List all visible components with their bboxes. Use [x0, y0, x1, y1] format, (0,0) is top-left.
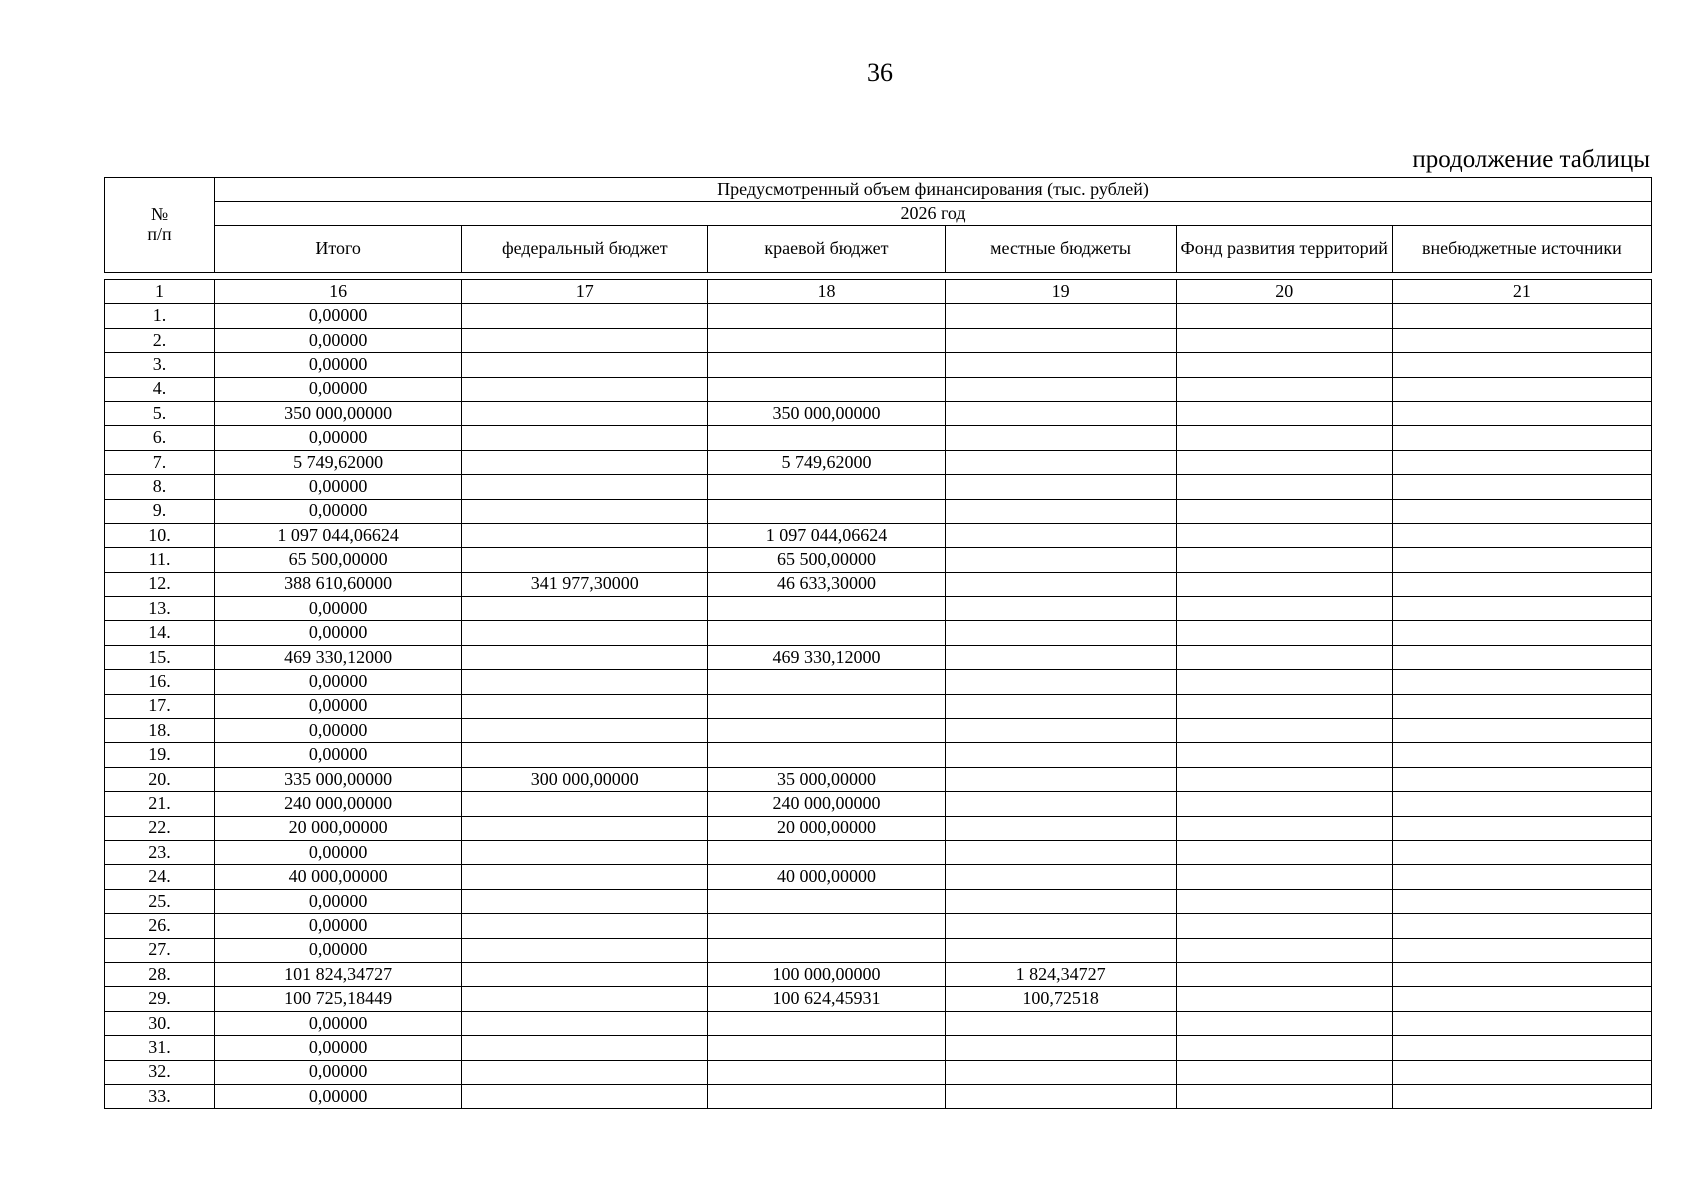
table-cell	[1176, 328, 1392, 352]
table-cell: 0,00000	[215, 597, 462, 621]
column-number: 1	[105, 280, 215, 304]
header-col-local: местные бюджеты	[945, 226, 1176, 273]
table-row	[105, 962, 1652, 986]
table-cell	[708, 597, 945, 621]
table-cell	[1176, 475, 1392, 499]
table-cell	[1176, 694, 1392, 718]
table-cell	[462, 401, 708, 425]
table-cell: 0,00000	[215, 353, 462, 377]
table-cell: 0,00000	[215, 426, 462, 450]
table-cell	[462, 987, 708, 1011]
column-number: 21	[1392, 280, 1651, 304]
table-cell	[945, 1011, 1176, 1035]
table-cell	[945, 938, 1176, 962]
table-cell	[1392, 719, 1651, 743]
row-number-cell: 9.	[105, 499, 215, 523]
table-cell	[1392, 645, 1651, 669]
table-cell: 388 610,60000	[215, 572, 462, 596]
table-row	[105, 987, 1652, 1011]
table-cell	[1392, 328, 1651, 352]
table-cell	[1392, 670, 1651, 694]
table-cell	[462, 1036, 708, 1060]
header-col-offbudget: внебюджетные источники	[1392, 226, 1651, 273]
table-cell	[945, 499, 1176, 523]
table-cell: 0,00000	[215, 670, 462, 694]
table-cell	[1176, 597, 1392, 621]
table-cell: 1 097 044,06624	[708, 523, 945, 547]
row-number-cell: 16.	[105, 670, 215, 694]
row-number-cell: 15.	[105, 645, 215, 669]
table-row	[105, 743, 1652, 767]
table-row	[105, 597, 1652, 621]
table-cell: 100 725,18449	[215, 987, 462, 1011]
table-cell	[1176, 889, 1392, 913]
table-cell	[1392, 792, 1651, 816]
table-row	[105, 767, 1652, 791]
table-cell	[945, 694, 1176, 718]
column-number: 20	[1176, 280, 1392, 304]
table-cell	[1392, 450, 1651, 474]
table-row	[105, 694, 1652, 718]
table-cell	[462, 377, 708, 401]
table-cell	[1176, 523, 1392, 547]
table-cell	[708, 1084, 945, 1108]
table-header	[104, 177, 1652, 273]
row-number-cell: 20.	[105, 767, 215, 791]
table-cell	[708, 475, 945, 499]
table-row	[105, 450, 1652, 474]
table-cell	[945, 475, 1176, 499]
table-cell	[462, 962, 708, 986]
table-cell	[462, 548, 708, 572]
table-cell	[462, 719, 708, 743]
table-cell: 101 824,34727	[215, 962, 462, 986]
row-number-cell: 19.	[105, 743, 215, 767]
table-row	[105, 1011, 1652, 1035]
table-cell	[1176, 572, 1392, 596]
table-cell	[1392, 767, 1651, 791]
table-cell	[945, 548, 1176, 572]
table-cell	[462, 1011, 708, 1035]
table-cell	[462, 645, 708, 669]
table-cell	[708, 1036, 945, 1060]
table-cell	[1392, 1036, 1651, 1060]
table-cell	[945, 1036, 1176, 1060]
table-cell	[1176, 304, 1392, 328]
table-cell	[945, 1084, 1176, 1108]
row-number-cell: 29.	[105, 987, 215, 1011]
table-cell	[1176, 621, 1392, 645]
table-cell	[1176, 914, 1392, 938]
table-cell	[1176, 499, 1392, 523]
table-cell	[1392, 621, 1651, 645]
table-cell: 0,00000	[215, 914, 462, 938]
table-cell: 35 000,00000	[708, 767, 945, 791]
table-cell: 46 633,30000	[708, 572, 945, 596]
table-cell: 0,00000	[215, 1084, 462, 1108]
table-cell	[1176, 1036, 1392, 1060]
table-row	[105, 621, 1652, 645]
table-cell: 350 000,00000	[215, 401, 462, 425]
table-cell	[708, 694, 945, 718]
column-number: 17	[462, 280, 708, 304]
header-col-total: Итого	[215, 226, 462, 273]
table-cell	[1392, 694, 1651, 718]
column-number: 16	[215, 280, 462, 304]
table-row	[105, 1084, 1652, 1108]
table-cell: 1 097 044,06624	[215, 523, 462, 547]
table-cell	[945, 353, 1176, 377]
table-cell: 20 000,00000	[708, 816, 945, 840]
header-num-label: № п/п	[105, 178, 215, 273]
row-number-cell: 17.	[105, 694, 215, 718]
table-row	[105, 865, 1652, 889]
header-funding-title: Предусмотренный объем финансирования (тыс. рублей)	[215, 178, 1652, 202]
table-cell: 100,72518	[945, 987, 1176, 1011]
table-row	[105, 426, 1652, 450]
header-year: 2026 год	[215, 202, 1652, 226]
table-row	[105, 328, 1652, 352]
table-row	[105, 670, 1652, 694]
table-cell	[945, 401, 1176, 425]
table-cell: 341 977,30000	[462, 572, 708, 596]
table-cell: 240 000,00000	[708, 792, 945, 816]
table-row	[105, 475, 1652, 499]
table-cell	[708, 426, 945, 450]
table-cell: 335 000,00000	[215, 767, 462, 791]
table-cell	[1392, 962, 1651, 986]
table-cell: 40 000,00000	[215, 865, 462, 889]
table-cell	[1392, 1011, 1651, 1035]
table-cell: 65 500,00000	[215, 548, 462, 572]
table-cell	[1392, 889, 1651, 913]
table-cell	[1176, 401, 1392, 425]
table-cell	[708, 328, 945, 352]
table-cell	[1392, 572, 1651, 596]
column-number: 19	[945, 280, 1176, 304]
table-cell	[462, 597, 708, 621]
table-cell	[708, 743, 945, 767]
table-cell: 0,00000	[215, 475, 462, 499]
table-cell	[708, 914, 945, 938]
row-number-cell: 23.	[105, 840, 215, 864]
table-cell	[708, 938, 945, 962]
table-cell: 0,00000	[215, 1036, 462, 1060]
table-cell	[462, 694, 708, 718]
table-row	[105, 377, 1652, 401]
page-number: 36	[867, 58, 893, 87]
table-cell: 0,00000	[215, 621, 462, 645]
row-number-cell: 33.	[105, 1084, 215, 1108]
row-number-cell: 18.	[105, 719, 215, 743]
table-cell	[1392, 743, 1651, 767]
table-cell	[945, 426, 1176, 450]
table-cell: 0,00000	[215, 743, 462, 767]
table-cell	[708, 1060, 945, 1084]
table-cell	[462, 353, 708, 377]
table-cell	[1392, 816, 1651, 840]
table-cell	[1176, 377, 1392, 401]
table-cell	[945, 719, 1176, 743]
table-cell	[945, 840, 1176, 864]
table-cell	[945, 523, 1176, 547]
table-cell	[708, 840, 945, 864]
table-cell: 469 330,12000	[708, 645, 945, 669]
row-number-cell: 1.	[105, 304, 215, 328]
table-cell: 469 330,12000	[215, 645, 462, 669]
table-cell	[1392, 401, 1651, 425]
table-cell	[462, 304, 708, 328]
table-cell	[462, 523, 708, 547]
table-cell: 0,00000	[215, 938, 462, 962]
row-number-cell: 3.	[105, 353, 215, 377]
table-cell: 0,00000	[215, 304, 462, 328]
table-row	[105, 938, 1652, 962]
table-cell: 40 000,00000	[708, 865, 945, 889]
table-row	[105, 304, 1652, 328]
table-cell	[1176, 816, 1392, 840]
table-cell: 1 824,34727	[945, 962, 1176, 986]
table-cell	[708, 499, 945, 523]
table-cell	[1176, 840, 1392, 864]
table-cell	[708, 377, 945, 401]
table-cell	[945, 816, 1176, 840]
row-number-cell: 4.	[105, 377, 215, 401]
table-cell	[1176, 962, 1392, 986]
table-cell: 0,00000	[215, 499, 462, 523]
table-cell	[1176, 1084, 1392, 1108]
table-cell	[462, 499, 708, 523]
column-numbers-row	[105, 280, 1652, 304]
table-cell: 300 000,00000	[462, 767, 708, 791]
table-cell	[462, 450, 708, 474]
table-cell: 0,00000	[215, 1011, 462, 1035]
table-cell: 350 000,00000	[708, 401, 945, 425]
row-number-cell: 10.	[105, 523, 215, 547]
table-cell	[462, 889, 708, 913]
table-cell	[708, 621, 945, 645]
table-cell	[1176, 353, 1392, 377]
table-cell	[945, 304, 1176, 328]
table-cell: 5 749,62000	[708, 450, 945, 474]
table-cell	[1176, 1060, 1392, 1084]
table-cell	[1392, 597, 1651, 621]
table-row	[105, 499, 1652, 523]
table-cell	[945, 621, 1176, 645]
row-number-cell: 31.	[105, 1036, 215, 1060]
table-cell	[462, 914, 708, 938]
row-number-cell: 24.	[105, 865, 215, 889]
table-cell	[945, 597, 1176, 621]
table-cell	[462, 621, 708, 645]
table-cell	[1392, 548, 1651, 572]
table-cell	[945, 670, 1176, 694]
table-row	[105, 719, 1652, 743]
row-number-cell: 7.	[105, 450, 215, 474]
table-cell: 20 000,00000	[215, 816, 462, 840]
table-cell: 65 500,00000	[708, 548, 945, 572]
table-cell	[945, 914, 1176, 938]
table-cell	[945, 377, 1176, 401]
table-cell	[1392, 353, 1651, 377]
table-cell: 240 000,00000	[215, 792, 462, 816]
table-cell	[1392, 938, 1651, 962]
table-cell	[1392, 1084, 1651, 1108]
table-cell	[1176, 1011, 1392, 1035]
table-rows	[105, 280, 1652, 1109]
row-number-cell: 25.	[105, 889, 215, 913]
table-cell	[462, 938, 708, 962]
row-number-cell: 12.	[105, 572, 215, 596]
row-number-cell: 13.	[105, 597, 215, 621]
table-cell	[945, 865, 1176, 889]
table-cell	[1176, 719, 1392, 743]
table-cell	[1392, 426, 1651, 450]
row-number-cell: 32.	[105, 1060, 215, 1084]
table-cell	[1176, 426, 1392, 450]
table-row	[105, 353, 1652, 377]
table-cell	[462, 865, 708, 889]
row-number-cell: 21.	[105, 792, 215, 816]
table-cell	[1176, 987, 1392, 1011]
table-cell	[708, 889, 945, 913]
table-cell	[462, 1060, 708, 1084]
table-cell	[462, 475, 708, 499]
table-cell	[945, 743, 1176, 767]
table-row	[105, 401, 1652, 425]
table-cell	[945, 572, 1176, 596]
table-cell	[1392, 840, 1651, 864]
table-cell	[1392, 475, 1651, 499]
table-cell	[945, 450, 1176, 474]
table-cell	[708, 670, 945, 694]
table-cell	[462, 792, 708, 816]
table-cell	[945, 889, 1176, 913]
header-col-federal: федеральный бюджет	[462, 226, 708, 273]
table-cell	[1176, 865, 1392, 889]
table-cell	[462, 328, 708, 352]
table-row	[105, 523, 1652, 547]
table-cell: 0,00000	[215, 694, 462, 718]
table-cell	[462, 1084, 708, 1108]
table-cell: 100 000,00000	[708, 962, 945, 986]
table-row	[105, 1036, 1652, 1060]
table-cell	[945, 767, 1176, 791]
table-cell	[945, 1060, 1176, 1084]
table-cell	[708, 719, 945, 743]
table-row	[105, 645, 1652, 669]
table-cell	[1392, 523, 1651, 547]
row-number-cell: 27.	[105, 938, 215, 962]
row-number-cell: 26.	[105, 914, 215, 938]
table-cell	[1176, 645, 1392, 669]
table-cell	[1392, 304, 1651, 328]
column-number: 18	[708, 280, 945, 304]
table-cell	[462, 426, 708, 450]
header-col-regional: краевой бюджет	[708, 226, 945, 273]
row-number-cell: 2.	[105, 328, 215, 352]
table-cell: 5 749,62000	[215, 450, 462, 474]
table-cell	[462, 840, 708, 864]
table-cell	[462, 743, 708, 767]
table-cell	[1176, 450, 1392, 474]
row-number-cell: 28.	[105, 962, 215, 986]
table-row	[105, 792, 1652, 816]
table-cell	[1176, 548, 1392, 572]
table-row	[105, 914, 1652, 938]
table-cell	[708, 1011, 945, 1035]
table-row	[105, 1060, 1652, 1084]
table-row	[105, 840, 1652, 864]
table-cell: 0,00000	[215, 840, 462, 864]
table-cell	[1176, 938, 1392, 962]
row-number-cell: 30.	[105, 1011, 215, 1035]
table-cell	[1392, 377, 1651, 401]
row-number-cell: 14.	[105, 621, 215, 645]
table-cell: 100 624,45931	[708, 987, 945, 1011]
table-cell	[1392, 1060, 1651, 1084]
row-number-cell: 5.	[105, 401, 215, 425]
row-number-cell: 6.	[105, 426, 215, 450]
table-cell	[1176, 792, 1392, 816]
table-cell: 0,00000	[215, 889, 462, 913]
table-cell	[945, 645, 1176, 669]
table-cell	[1392, 914, 1651, 938]
table-row	[105, 889, 1652, 913]
header-col-fund: Фонд развития территорий	[1176, 226, 1392, 273]
table-cell	[1176, 767, 1392, 791]
row-number-cell: 22.	[105, 816, 215, 840]
table-row	[105, 816, 1652, 840]
table-cell	[1392, 987, 1651, 1011]
table-cell	[1176, 670, 1392, 694]
table-row	[105, 572, 1652, 596]
table-cell	[1176, 743, 1392, 767]
table-cell	[708, 304, 945, 328]
row-number-cell: 8.	[105, 475, 215, 499]
table-cell	[1392, 499, 1651, 523]
table-cell	[945, 328, 1176, 352]
table-cell: 0,00000	[215, 719, 462, 743]
continuation-label: продолжение таблицы	[1412, 146, 1650, 173]
row-number-cell: 11.	[105, 548, 215, 572]
table-cell: 0,00000	[215, 328, 462, 352]
table-cell	[1392, 865, 1651, 889]
table-cell	[708, 353, 945, 377]
table-cell	[462, 816, 708, 840]
table-cell: 0,00000	[215, 377, 462, 401]
table-row	[105, 548, 1652, 572]
table-cell	[945, 792, 1176, 816]
table-cell: 0,00000	[215, 1060, 462, 1084]
table-cell	[462, 670, 708, 694]
table-body	[104, 279, 1652, 1109]
